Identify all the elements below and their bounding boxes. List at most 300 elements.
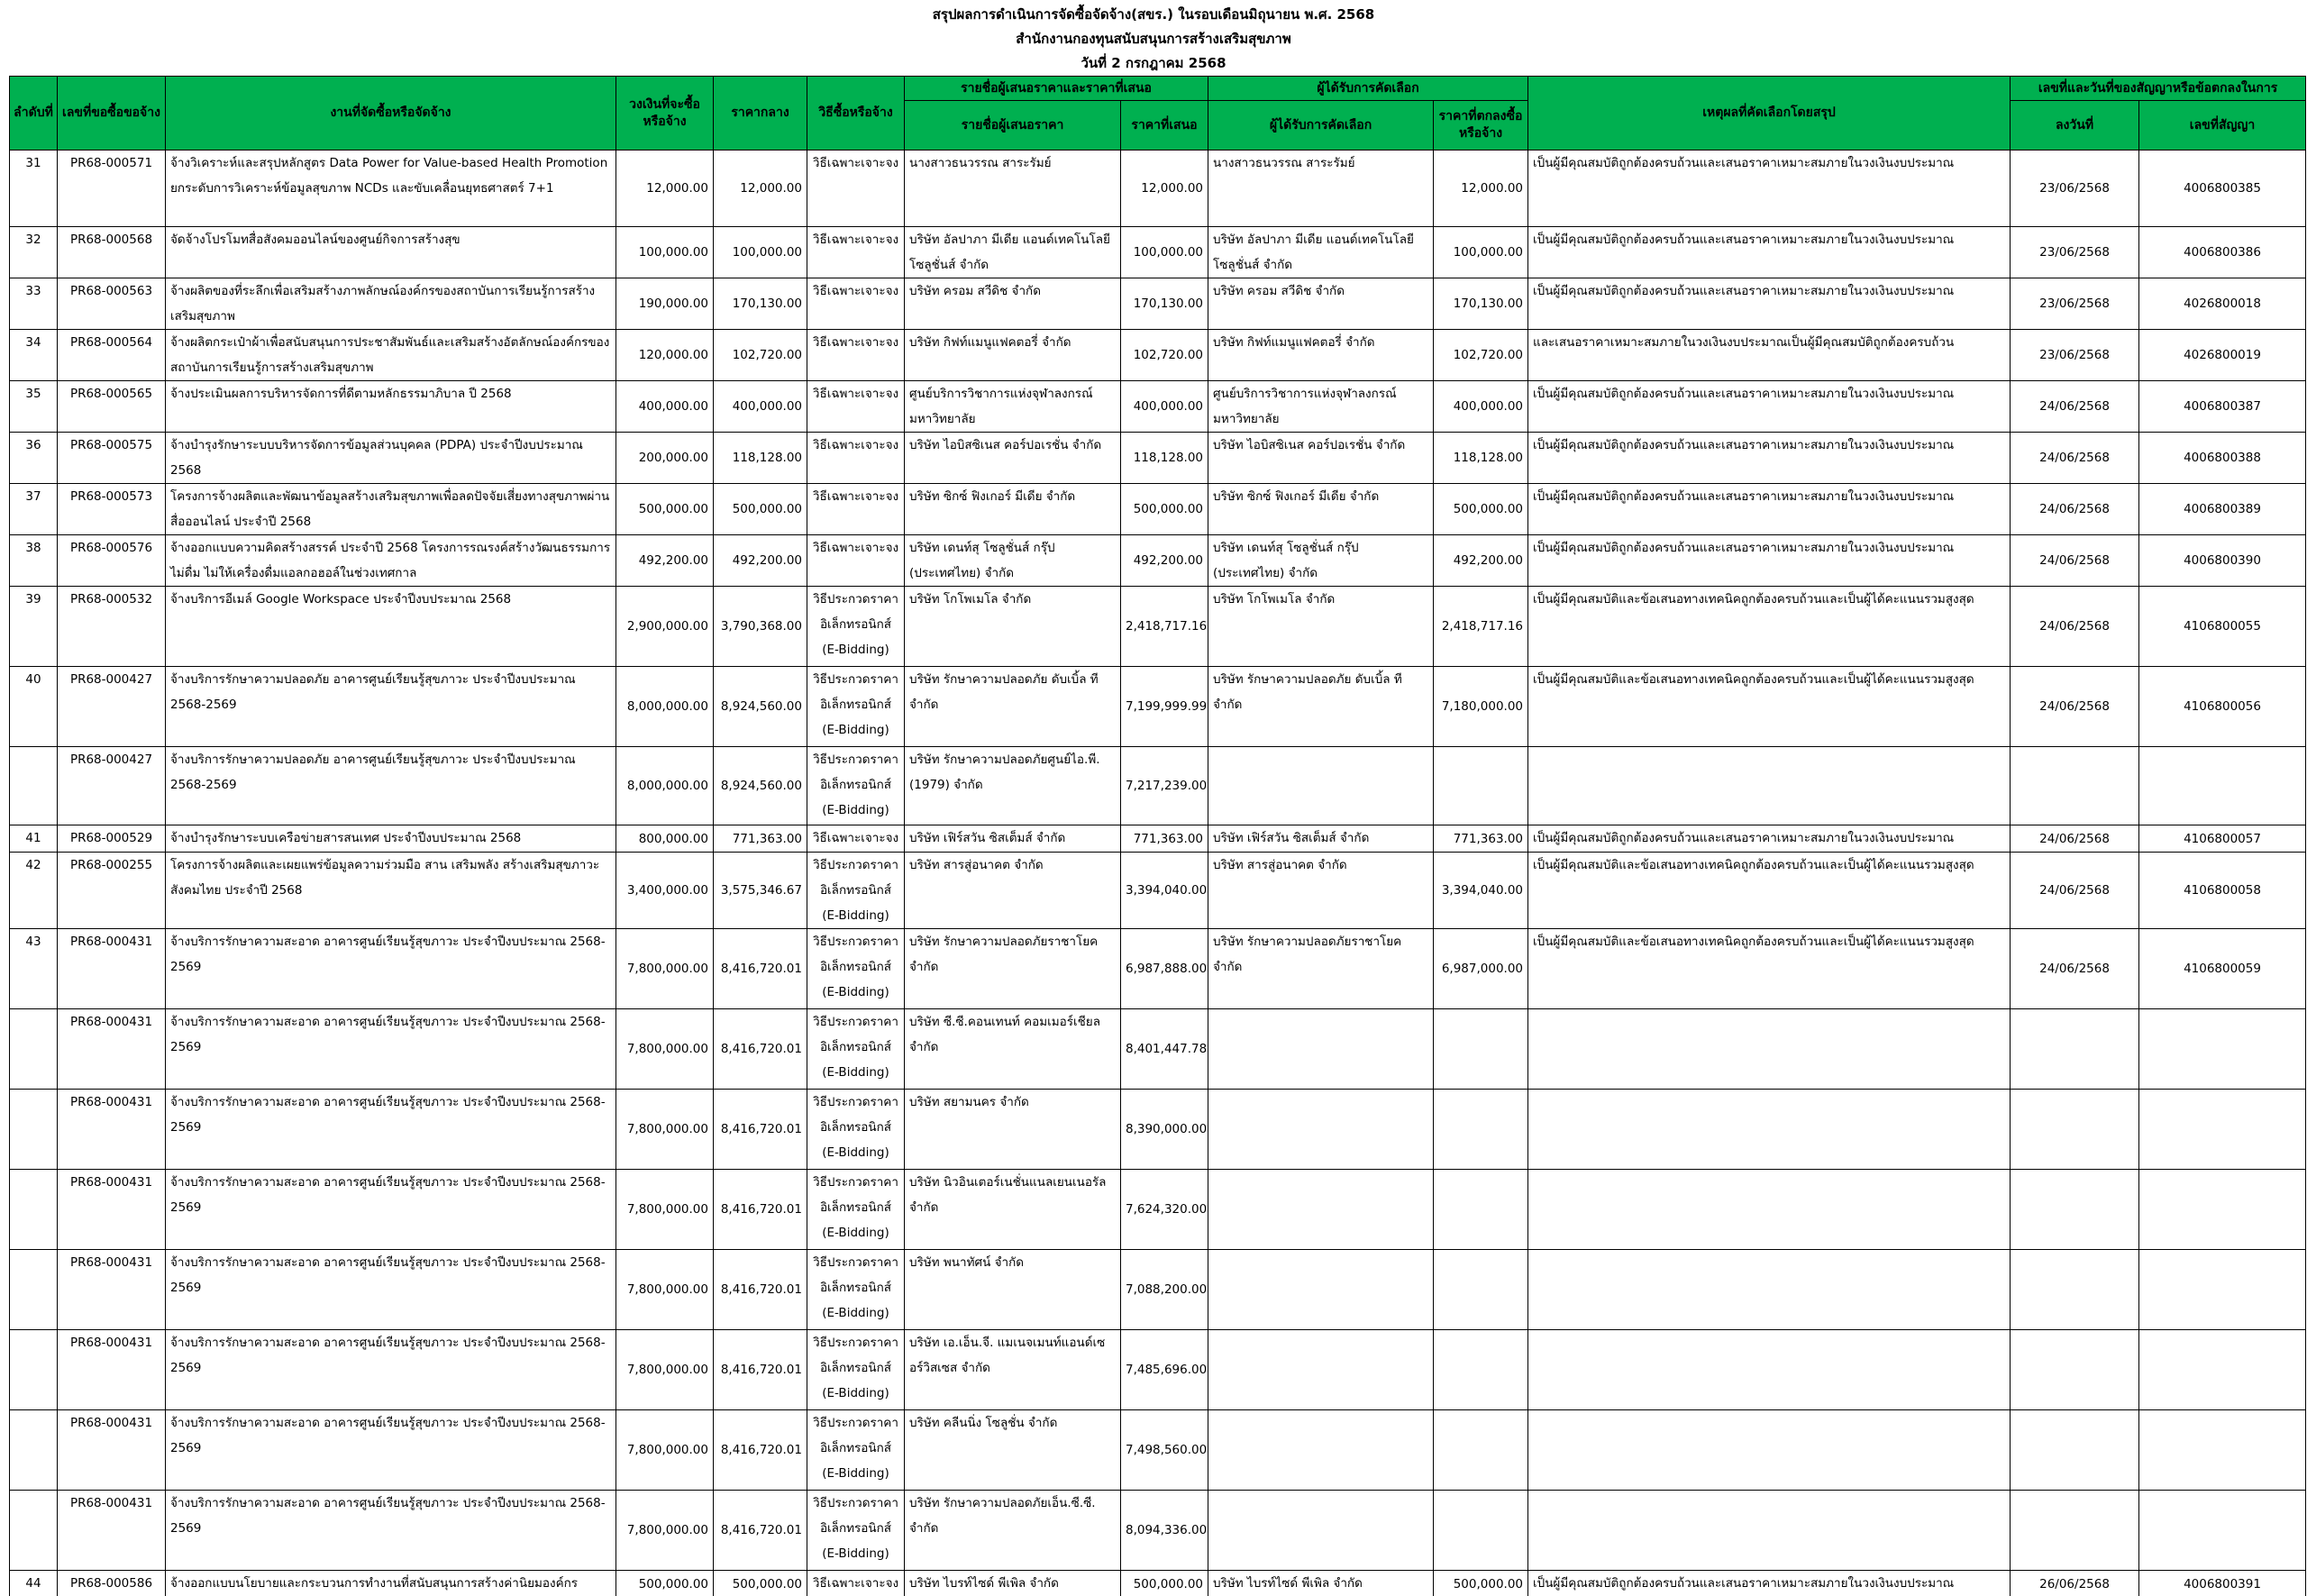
cell-winner: บริษัท สารสู่อนาคต จำกัด: [1208, 853, 1434, 929]
cell-work: จ้างบริการรักษาความสะอาด อาคารศูนย์เรียนรู้สุขภาวะ ประจำปีงบประมาณ 2568-2569: [166, 1090, 616, 1170]
cell-median-price: 8,416,720.01: [714, 1410, 807, 1491]
cell-bid-price: 7,217,239.00: [1121, 747, 1208, 825]
cell-work: จ้างบริการรักษาความสะอาด อาคารศูนย์เรียนรู้สุขภาวะ ประจำปีงบประมาณ 2568-2569: [166, 1009, 616, 1090]
cell-budget: 400,000.00: [616, 381, 714, 433]
cell-bidder-name: บริษัท กิฟท์แมนูแฟคตอรี่ จำกัด: [905, 330, 1121, 381]
cell-method: วิธีประกวดราคาอิเล็กทรอนิกส์ (E-Bidding): [807, 1009, 905, 1090]
agency-name: สำนักงานกองทุนสนับสนุนการสร้างเสริมสุขภาพ: [1016, 31, 1291, 47]
cell-no: [10, 747, 58, 825]
cell-bid-price: 7,624,320.00: [1121, 1170, 1208, 1250]
cell-sign-date: 23/06/2568: [2011, 278, 2139, 330]
cell-winner: บริษัท ไอบิสซิเนส คอร์ปอเรชั่น จำกัด: [1208, 433, 1434, 484]
cell-pr-number: PR68-000431: [58, 1009, 166, 1090]
table-row: [10, 825, 2306, 853]
cell-no: 42: [10, 853, 58, 929]
cell-no: [10, 1330, 58, 1410]
cell-reason: เป็นผู้มีคุณสมบัติถูกต้องครบถ้วนและเสนอราคาเหมาะสมภายในวงเงินงบประมาณ: [1528, 278, 2011, 330]
cell-pr-number: PR68-000576: [58, 535, 166, 587]
table-row: [10, 587, 2306, 667]
header-no: ลำดับที่: [10, 77, 58, 150]
cell-bidder-name: นางสาวธนวรรณ สาระรัมย์: [905, 150, 1121, 227]
cell-pr-number: PR68-000565: [58, 381, 166, 433]
cell-work: จ้างออกแบบนโยบายและกระบวนการทำงานที่สนับสนุนการสร้างค่านิยมองค์กร: [166, 1571, 616, 1596]
cell-no: 35: [10, 381, 58, 433]
cell-agreed-price: 170,130.00: [1434, 278, 1528, 330]
cell-reason: [1528, 1330, 2011, 1410]
cell-sign-date: [2011, 1090, 2139, 1170]
cell-budget: 12,000.00: [616, 150, 714, 227]
cell-contract-no: [2139, 1170, 2306, 1250]
cell-method: วิธีเฉพาะเจาะจง: [807, 1571, 905, 1596]
cell-budget: 7,800,000.00: [616, 929, 714, 1009]
cell-winner: บริษัท กิฟท์แมนูแฟคตอรี่ จำกัด: [1208, 330, 1434, 381]
cell-median-price: 8,416,720.01: [714, 1090, 807, 1170]
cell-reason: เป็นผู้มีคุณสมบัติถูกต้องครบถ้วนและเสนอราคาเหมาะสมภายในวงเงินงบประมาณ: [1528, 150, 2011, 227]
cell-no: [10, 1170, 58, 1250]
table-row: [10, 278, 2306, 330]
cell-method: วิธีประกวดราคาอิเล็กทรอนิกส์ (E-Bidding): [807, 1330, 905, 1410]
cell-budget: 500,000.00: [616, 1571, 714, 1596]
cell-no: [10, 1410, 58, 1491]
cell-sign-date: 26/06/2568: [2011, 1571, 2139, 1596]
cell-method: วิธีเฉพาะเจาะจง: [807, 484, 905, 535]
cell-budget: 7,800,000.00: [616, 1090, 714, 1170]
cell-bid-price: 170,130.00: [1121, 278, 1208, 330]
cell-median-price: 8,924,560.00: [714, 747, 807, 825]
cell-work: โครงการจ้างผลิตและพัฒนาข้อมูลสร้างเสริมสุขภาพเพื่อลดปัจจัยเสี่ยงทางสุขภาพผ่านสื่อออนไลน์ ประจำปี 2568: [166, 484, 616, 535]
cell-pr-number: PR68-000563: [58, 278, 166, 330]
cell-contract-no: 4006800390: [2139, 535, 2306, 587]
cell-work: จ้างผลิตของที่ระลึกเพื่อเสริมสร้างภาพลักษณ์องค์กรของสถาบันการเรียนรู้การสร้างเสริมสุขภาพ: [166, 278, 616, 330]
cell-reason: เป็นผู้มีคุณสมบัติถูกต้องครบถ้วนและเสนอราคาเหมาะสมภายในวงเงินงบประมาณ: [1528, 535, 2011, 587]
cell-pr-number: PR68-000427: [58, 667, 166, 747]
cell-bidder-name: บริษัท เอ.เอ็น.จี. แมเนจเมนท์แอนด์เซอร์วิสเซส จำกัด: [905, 1330, 1121, 1410]
cell-bid-price: 100,000.00: [1121, 227, 1208, 278]
cell-winner: บริษัท รักษาความปลอดภัย ดับเบิ้ล ที จำกัด: [1208, 667, 1434, 747]
cell-bid-price: 7,199,999.99: [1121, 667, 1208, 747]
cell-work: จ้างผลิตกระเป๋าผ้าเพื่อสนับสนุนการประชาสัมพันธ์และเสริมสร้างอัตลักษณ์องค์กรของสถาบันการเรียนรู้การสร้างเสริมสุขภาพ: [166, 330, 616, 381]
cell-sign-date: 24/06/2568: [2011, 381, 2139, 433]
cell-budget: 7,800,000.00: [616, 1410, 714, 1491]
cell-bidder-name: บริษัท ไบรท์ไซด์ พีเพิล จำกัด: [905, 1571, 1121, 1596]
cell-winner: [1208, 1491, 1434, 1571]
cell-agreed-price: [1434, 1410, 1528, 1491]
cell-bidder-name: บริษัท รักษาความปลอดภัย ดับเบิ้ล ที จำกัด: [905, 667, 1121, 747]
cell-bidder-name: บริษัท พนาทัศน์ จำกัด: [905, 1250, 1121, 1330]
cell-pr-number: PR68-000586: [58, 1571, 166, 1596]
cell-sign-date: 24/06/2568: [2011, 587, 2139, 667]
cell-winner: บริษัท ไบรท์ไซด์ พีเพิล จำกัด: [1208, 1571, 1434, 1596]
cell-median-price: 8,924,560.00: [714, 667, 807, 747]
cell-bid-price: 500,000.00: [1121, 1571, 1208, 1596]
cell-median-price: 170,130.00: [714, 278, 807, 330]
header-median: ราคากลาง: [714, 77, 807, 150]
cell-bid-price: 102,720.00: [1121, 330, 1208, 381]
cell-bidder-name: บริษัท สารสู่อนาคต จำกัด: [905, 853, 1121, 929]
report-date: วันที่ 2 กรกฎาคม 2568: [1081, 55, 1226, 71]
cell-no: [10, 1009, 58, 1090]
cell-bid-price: 118,128.00: [1121, 433, 1208, 484]
cell-sign-date: [2011, 1009, 2139, 1090]
table-row: [10, 1250, 2306, 1330]
cell-median-price: 8,416,720.01: [714, 1250, 807, 1330]
cell-winner: [1208, 1170, 1434, 1250]
header-group-selected: ผู้ได้รับการคัดเลือก: [1208, 77, 1528, 101]
header-winner: ผู้ได้รับการคัดเลือก: [1208, 101, 1434, 150]
cell-median-price: 492,200.00: [714, 535, 807, 587]
cell-contract-no: 4106800058: [2139, 853, 2306, 929]
header-bidder-name: รายชื่อผู้เสนอราคา: [905, 101, 1121, 150]
header-pr: เลขที่ขอซื้อขอจ้าง: [58, 77, 166, 150]
header-row-1: [10, 77, 2306, 101]
cell-bidder-name: บริษัท ครอม สวีดิช จำกัด: [905, 278, 1121, 330]
cell-no: 40: [10, 667, 58, 747]
cell-winner: บริษัท เฟิร์สวัน ซิสเต็มส์ จำกัด: [1208, 825, 1434, 853]
cell-budget: 8,000,000.00: [616, 747, 714, 825]
cell-agreed-price: 102,720.00: [1434, 330, 1528, 381]
cell-pr-number: PR68-000427: [58, 747, 166, 825]
table-row: [10, 330, 2306, 381]
cell-agreed-price: [1434, 1009, 1528, 1090]
cell-method: วิธีเฉพาะเจาะจง: [807, 381, 905, 433]
cell-bid-price: 7,088,200.00: [1121, 1250, 1208, 1330]
cell-contract-no: 4106800059: [2139, 929, 2306, 1009]
header-agreed-price: ราคาที่ตกลงซื้อหรือจ้าง: [1434, 101, 1528, 150]
cell-sign-date: 24/06/2568: [2011, 929, 2139, 1009]
table-row: [10, 1491, 2306, 1571]
table-body: [10, 150, 2306, 1596]
cell-bid-price: 12,000.00: [1121, 150, 1208, 227]
cell-agreed-price: 400,000.00: [1434, 381, 1528, 433]
cell-bidder-name: บริษัท รักษาความปลอดภัยเอ็น.ซี.ซี. จำกัด: [905, 1491, 1121, 1571]
cell-budget: 8,000,000.00: [616, 667, 714, 747]
cell-agreed-price: 2,418,717.16: [1434, 587, 1528, 667]
cell-no: 43: [10, 929, 58, 1009]
cell-agreed-price: 7,180,000.00: [1434, 667, 1528, 747]
cell-bidder-name: บริษัท อัลปาภา มีเดีย แอนด์เทคโนโลยี โซลูชั่นส์ จำกัด: [905, 227, 1121, 278]
cell-work: จ้างออกแบบความคิดสร้างสรรค์ ประจำปี 2568 โครงการรณรงค์สร้างวัฒนธรรมการไม่ดื่ม ไม่ให้เครื่องดื่มแอลกอฮอล์ในช่วงเทศกาล: [166, 535, 616, 587]
cell-median-price: 500,000.00: [714, 484, 807, 535]
cell-winner: [1208, 1250, 1434, 1330]
table-row: [10, 1009, 2306, 1090]
cell-bidder-name: บริษัท ซิกซ์ ฟิงเกอร์ มีเดีย จำกัด: [905, 484, 1121, 535]
cell-bidder-name: บริษัท เฟิร์สวัน ซิสเต็มส์ จำกัด: [905, 825, 1121, 853]
cell-budget: 100,000.00: [616, 227, 714, 278]
table-row: [10, 667, 2306, 747]
cell-no: 32: [10, 227, 58, 278]
cell-reason: [1528, 747, 2011, 825]
table-row: [10, 1090, 2306, 1170]
cell-work: จ้างบริการรักษาความปลอดภัย อาคารศูนย์เรียนรู้สุขภาวะ ประจำปีงบประมาณ 2568-2569: [166, 667, 616, 747]
cell-work: จ้างบริการอีเมล์ Google Workspace ประจำปีงบประมาณ 2568: [166, 587, 616, 667]
table-row: [10, 929, 2306, 1009]
cell-pr-number: PR68-000431: [58, 1250, 166, 1330]
cell-method: วิธีเฉพาะเจาะจง: [807, 150, 905, 227]
cell-agreed-price: [1434, 1170, 1528, 1250]
cell-method: วิธีเฉพาะเจาะจง: [807, 227, 905, 278]
cell-contract-no: [2139, 1330, 2306, 1410]
header-work: งานที่จัดซื้อหรือจัดจ้าง: [166, 77, 616, 150]
cell-work: จัดจ้างโปรโมทสื่อสังคมออนไลน์ของศูนย์กิจการสร้างสุข: [166, 227, 616, 278]
cell-pr-number: PR68-000431: [58, 1090, 166, 1170]
cell-method: วิธีเฉพาะเจาะจง: [807, 433, 905, 484]
cell-reason: เป็นผู้มีคุณสมบัติถูกต้องครบถ้วนและเสนอราคาเหมาะสมภายในวงเงินงบประมาณ: [1528, 825, 2011, 853]
cell-contract-no: 4006800386: [2139, 227, 2306, 278]
cell-bid-price: 7,485,696.00: [1121, 1330, 1208, 1410]
cell-bid-price: 2,418,717.16: [1121, 587, 1208, 667]
cell-median-price: 771,363.00: [714, 825, 807, 853]
cell-winner: ศูนย์บริการวิชาการแห่งจุฬาลงกรณ์มหาวิทยาลัย: [1208, 381, 1434, 433]
cell-method: วิธีประกวดราคาอิเล็กทรอนิกส์ (E-Bidding): [807, 1170, 905, 1250]
cell-sign-date: 24/06/2568: [2011, 825, 2139, 853]
cell-pr-number: PR68-000532: [58, 587, 166, 667]
cell-work: จ้างบริการรักษาความสะอาด อาคารศูนย์เรียนรู้สุขภาวะ ประจำปีงบประมาณ 2568-2569: [166, 1170, 616, 1250]
header-method: วิธีซื้อหรือจ้าง: [807, 77, 905, 150]
cell-agreed-price: [1434, 1491, 1528, 1571]
cell-contract-no: 4006800385: [2139, 150, 2306, 227]
cell-work: จ้างบริการรักษาความปลอดภัย อาคารศูนย์เรียนรู้สุขภาวะ ประจำปีงบประมาณ 2568-2569: [166, 747, 616, 825]
cell-pr-number: PR68-000564: [58, 330, 166, 381]
cell-budget: 7,800,000.00: [616, 1250, 714, 1330]
cell-bidder-name: บริษัท ไอบิสซิเนส คอร์ปอเรชั่น จำกัด: [905, 433, 1121, 484]
cell-bid-price: 8,094,336.00: [1121, 1491, 1208, 1571]
cell-reason: [1528, 1009, 2011, 1090]
cell-agreed-price: 3,394,040.00: [1434, 853, 1528, 929]
cell-sign-date: [2011, 1250, 2139, 1330]
cell-winner: [1208, 1090, 1434, 1170]
header-group-contract: เลขที่และวันที่ของสัญญาหรือข้อตกลงในการ: [2011, 77, 2306, 101]
cell-budget: 7,800,000.00: [616, 1009, 714, 1090]
cell-work: จ้างประเมินผลการบริหารจัดการที่ดีตามหลักธรรมาภิบาล ปี 2568: [166, 381, 616, 433]
cell-agreed-price: 771,363.00: [1434, 825, 1528, 853]
cell-bidder-name: บริษัท รักษาความปลอดภัยราชาโยค จำกัด: [905, 929, 1121, 1009]
cell-method: วิธีประกวดราคาอิเล็กทรอนิกส์ (E-Bidding): [807, 1090, 905, 1170]
cell-method: วิธีเฉพาะเจาะจง: [807, 330, 905, 381]
cell-sign-date: 23/06/2568: [2011, 330, 2139, 381]
cell-agreed-price: 6,987,000.00: [1434, 929, 1528, 1009]
cell-sign-date: 24/06/2568: [2011, 667, 2139, 747]
table-row: [10, 381, 2306, 433]
cell-median-price: 102,720.00: [714, 330, 807, 381]
cell-work: จ้างวิเคราะห์และสรุปหลักสูตร Data Power for Value-based Health Promotion ยกระดับการวิเคราะห์ข้อมูลสุขภาพ NCDs และขับเคลื่อนยุทธศาสตร์ 7+1: [166, 150, 616, 227]
cell-agreed-price: 492,200.00: [1434, 535, 1528, 587]
cell-no: 41: [10, 825, 58, 853]
cell-reason: เป็นผู้มีคุณสมบัติถูกต้องครบถ้วนและเสนอราคาเหมาะสมภายในวงเงินงบประมาณ: [1528, 484, 2011, 535]
cell-contract-no: 4106800055: [2139, 587, 2306, 667]
cell-sign-date: 24/06/2568: [2011, 433, 2139, 484]
cell-agreed-price: [1434, 1330, 1528, 1410]
cell-budget: 7,800,000.00: [616, 1170, 714, 1250]
cell-bid-price: 400,000.00: [1121, 381, 1208, 433]
procurement-table: [9, 76, 2306, 1596]
cell-winner: บริษัท อัลปาภา มีเดีย แอนด์เทคโนโลยี โซลูชั่นส์ จำกัด: [1208, 227, 1434, 278]
cell-method: วิธีเฉพาะเจาะจง: [807, 535, 905, 587]
cell-bidder-name: บริษัท นิวอินเตอร์เนชั่นแนลเยนเนอรัล จำกัด: [905, 1170, 1121, 1250]
report-title: สรุปผลการดำเนินการจัดซื้อจัดจ้าง(สขร.) ในรอบเดือนมิถุนายน พ.ศ. 2568: [932, 6, 1375, 23]
cell-reason: เป็นผู้มีคุณสมบัติและข้อเสนอทางเทคนิคถูกต้องครบถ้วนและเป็นผู้ได้คะแนนรวมสูงสุด: [1528, 587, 2011, 667]
cell-sign-date: 23/06/2568: [2011, 227, 2139, 278]
cell-budget: 200,000.00: [616, 433, 714, 484]
cell-contract-no: [2139, 1009, 2306, 1090]
cell-bidder-name: ศูนย์บริการวิชาการแห่งจุฬาลงกรณ์มหาวิทยาลัย: [905, 381, 1121, 433]
cell-bidder-name: บริษัท ซี.ซี.คอนเทนท์ คอมเมอร์เชียล จำกัด: [905, 1009, 1121, 1090]
cell-bidder-name: บริษัท รักษาความปลอดภัยศูนย์ไอ.พี. (1979) จำกัด: [905, 747, 1121, 825]
cell-sign-date: 24/06/2568: [2011, 535, 2139, 587]
header-reason: เหตุผลที่คัดเลือกโดยสรุป: [1528, 77, 2011, 150]
cell-winner: นางสาวธนวรรณ สาระรัมย์: [1208, 150, 1434, 227]
cell-sign-date: 23/06/2568: [2011, 150, 2139, 227]
cell-median-price: 8,416,720.01: [714, 1491, 807, 1571]
table-row: [10, 227, 2306, 278]
cell-bidder-name: บริษัท สยามนคร จำกัด: [905, 1090, 1121, 1170]
table-row: [10, 150, 2306, 227]
cell-bid-price: 8,390,000.00: [1121, 1090, 1208, 1170]
cell-no: 36: [10, 433, 58, 484]
table-row: [10, 1170, 2306, 1250]
cell-method: วิธีประกวดราคาอิเล็กทรอนิกส์ (E-Bidding): [807, 853, 905, 929]
cell-contract-no: 4106800056: [2139, 667, 2306, 747]
cell-no: 31: [10, 150, 58, 227]
cell-bid-price: 771,363.00: [1121, 825, 1208, 853]
cell-budget: 7,800,000.00: [616, 1491, 714, 1571]
header-group-bidders: รายชื่อผู้เสนอราคาและราคาที่เสนอ: [905, 77, 1208, 101]
cell-no: 39: [10, 587, 58, 667]
cell-pr-number: PR68-000431: [58, 1330, 166, 1410]
cell-contract-no: 4106800057: [2139, 825, 2306, 853]
cell-reason: และเสนอราคาเหมาะสมภายในวงเงินงบประมาณเป็นผู้มีคุณสมบัติถูกต้องครบถ้วน: [1528, 330, 2011, 381]
cell-work: จ้างบริการรักษาความสะอาด อาคารศูนย์เรียนรู้สุขภาวะ ประจำปีงบประมาณ 2568-2569: [166, 1250, 616, 1330]
document-title-block: [0, 0, 2307, 76]
cell-agreed-price: 500,000.00: [1434, 1571, 1528, 1596]
cell-sign-date: [2011, 1410, 2139, 1491]
cell-reason: เป็นผู้มีคุณสมบัติถูกต้องครบถ้วนและเสนอราคาเหมาะสมภายในวงเงินงบประมาณ: [1528, 433, 2011, 484]
cell-pr-number: PR68-000255: [58, 853, 166, 929]
cell-work: จ้างบริการรักษาความสะอาด อาคารศูนย์เรียนรู้สุขภาวะ ประจำปีงบประมาณ 2568-2569: [166, 1330, 616, 1410]
cell-method: วิธีเฉพาะเจาะจง: [807, 278, 905, 330]
cell-pr-number: PR68-000431: [58, 1491, 166, 1571]
cell-work: จ้างบำรุงรักษาระบบบริหารจัดการข้อมูลส่วนบุคคล (PDPA) ประจำปีงบประมาณ 2568: [166, 433, 616, 484]
cell-bid-price: 492,200.00: [1121, 535, 1208, 587]
cell-agreed-price: 118,128.00: [1434, 433, 1528, 484]
cell-reason: เป็นผู้มีคุณสมบัติถูกต้องครบถ้วนและเสนอราคาเหมาะสมภายในวงเงินงบประมาณ: [1528, 381, 2011, 433]
cell-contract-no: 4006800391: [2139, 1571, 2306, 1596]
cell-winner: บริษัท เดนท์สุ โซลูชั่นส์ กรุ๊ป (ประเทศไทย) จำกัด: [1208, 535, 1434, 587]
cell-winner: [1208, 1410, 1434, 1491]
cell-budget: 500,000.00: [616, 484, 714, 535]
cell-pr-number: PR68-000568: [58, 227, 166, 278]
cell-contract-no: [2139, 1250, 2306, 1330]
cell-reason: เป็นผู้มีคุณสมบัติและข้อเสนอทางเทคนิคถูกต้องครบถ้วนและเป็นผู้ได้คะแนนรวมสูงสุด: [1528, 853, 2011, 929]
cell-contract-no: [2139, 1090, 2306, 1170]
cell-agreed-price: 500,000.00: [1434, 484, 1528, 535]
cell-winner: บริษัท รักษาความปลอดภัยราชาโยค จำกัด: [1208, 929, 1434, 1009]
table-row: [10, 1571, 2306, 1596]
table-row: [10, 1330, 2306, 1410]
cell-pr-number: PR68-000571: [58, 150, 166, 227]
cell-sign-date: [2011, 1330, 2139, 1410]
cell-median-price: 8,416,720.01: [714, 1330, 807, 1410]
cell-median-price: 12,000.00: [714, 150, 807, 227]
cell-median-price: 100,000.00: [714, 227, 807, 278]
cell-agreed-price: [1434, 747, 1528, 825]
header-sign-date: ลงวันที่: [2011, 101, 2139, 150]
table-row: [10, 535, 2306, 587]
cell-winner: บริษัท ครอม สวีดิช จำกัด: [1208, 278, 1434, 330]
cell-bid-price: 8,401,447.78: [1121, 1009, 1208, 1090]
cell-pr-number: PR68-000431: [58, 1410, 166, 1491]
cell-method: วิธีประกวดราคาอิเล็กทรอนิกส์ (E-Bidding): [807, 1410, 905, 1491]
cell-contract-no: 4006800389: [2139, 484, 2306, 535]
cell-budget: 190,000.00: [616, 278, 714, 330]
cell-method: วิธีประกวดราคาอิเล็กทรอนิกส์ (E-Bidding): [807, 1491, 905, 1571]
cell-bidder-name: บริษัท เดนท์สุ โซลูชั่นส์ กรุ๊ป (ประเทศไทย) จำกัด: [905, 535, 1121, 587]
cell-winner: [1208, 747, 1434, 825]
cell-median-price: 118,128.00: [714, 433, 807, 484]
cell-no: [10, 1250, 58, 1330]
header-bid-price: ราคาที่เสนอ: [1121, 101, 1208, 150]
cell-no: 34: [10, 330, 58, 381]
table-row: [10, 433, 2306, 484]
cell-pr-number: PR68-000431: [58, 929, 166, 1009]
cell-winner: [1208, 1009, 1434, 1090]
cell-reason: [1528, 1491, 2011, 1571]
cell-no: 44: [10, 1571, 58, 1596]
cell-median-price: 3,575,346.67: [714, 853, 807, 929]
cell-contract-no: 4026800018: [2139, 278, 2306, 330]
cell-median-price: 8,416,720.01: [714, 1009, 807, 1090]
cell-reason: เป็นผู้มีคุณสมบัติและข้อเสนอทางเทคนิคถูกต้องครบถ้วนและเป็นผู้ได้คะแนนรวมสูงสุด: [1528, 929, 2011, 1009]
cell-reason: เป็นผู้มีคุณสมบัติและข้อเสนอทางเทคนิคถูกต้องครบถ้วนและเป็นผู้ได้คะแนนรวมสูงสุด: [1528, 667, 2011, 747]
cell-method: วิธีประกวดราคาอิเล็กทรอนิกส์ (E-Bidding): [807, 1250, 905, 1330]
cell-method: วิธีประกวดราคาอิเล็กทรอนิกส์ (E-Bidding): [807, 929, 905, 1009]
cell-bidder-name: บริษัท คลีนนิ่ง โซลูชั่น จำกัด: [905, 1410, 1121, 1491]
cell-bidder-name: บริษัท โกโพเมโล จำกัด: [905, 587, 1121, 667]
cell-reason: [1528, 1250, 2011, 1330]
cell-reason: เป็นผู้มีคุณสมบัติถูกต้องครบถ้วนและเสนอราคาเหมาะสมภายในวงเงินงบประมาณ: [1528, 1571, 2011, 1596]
cell-sign-date: [2011, 1170, 2139, 1250]
cell-work: จ้างบริการรักษาความสะอาด อาคารศูนย์เรียนรู้สุขภาวะ ประจำปีงบประมาณ 2568-2569: [166, 929, 616, 1009]
cell-budget: 120,000.00: [616, 330, 714, 381]
cell-work: จ้างบริการรักษาความสะอาด อาคารศูนย์เรียนรู้สุขภาวะ ประจำปีงบประมาณ 2568-2569: [166, 1410, 616, 1491]
cell-contract-no: [2139, 747, 2306, 825]
cell-reason: [1528, 1090, 2011, 1170]
cell-sign-date: [2011, 747, 2139, 825]
cell-contract-no: 4006800387: [2139, 381, 2306, 433]
cell-median-price: 500,000.00: [714, 1571, 807, 1596]
header-budget: วงเงินที่จะซื้อหรือจ้าง: [616, 77, 714, 150]
cell-winner: บริษัท ซิกซ์ ฟิงเกอร์ มีเดีย จำกัด: [1208, 484, 1434, 535]
cell-work: จ้างบำรุงรักษาระบบเครือข่ายสารสนเทศ ประจำปีงบประมาณ 2568: [166, 825, 616, 853]
cell-sign-date: [2011, 1491, 2139, 1571]
cell-method: วิธีประกวดราคาอิเล็กทรอนิกส์ (E-Bidding): [807, 587, 905, 667]
cell-work: โครงการจ้างผลิตและเผยแพร่ข้อมูลความร่วมมือ สาน เสริมพลัง สร้างเสริมสุขภาวะสังคมไทย ประจำปี 2568: [166, 853, 616, 929]
cell-winner: บริษัท โกโพเมโล จำกัด: [1208, 587, 1434, 667]
cell-pr-number: PR68-000573: [58, 484, 166, 535]
cell-method: วิธีเฉพาะเจาะจง: [807, 825, 905, 853]
cell-no: 37: [10, 484, 58, 535]
cell-agreed-price: 100,000.00: [1434, 227, 1528, 278]
cell-pr-number: PR68-000575: [58, 433, 166, 484]
cell-reason: [1528, 1170, 2011, 1250]
cell-median-price: 400,000.00: [714, 381, 807, 433]
cell-sign-date: 24/06/2568: [2011, 853, 2139, 929]
cell-budget: 7,800,000.00: [616, 1330, 714, 1410]
cell-bid-price: 6,987,888.00: [1121, 929, 1208, 1009]
cell-agreed-price: [1434, 1090, 1528, 1170]
table-row: [10, 747, 2306, 825]
cell-no: [10, 1090, 58, 1170]
cell-no: [10, 1491, 58, 1571]
